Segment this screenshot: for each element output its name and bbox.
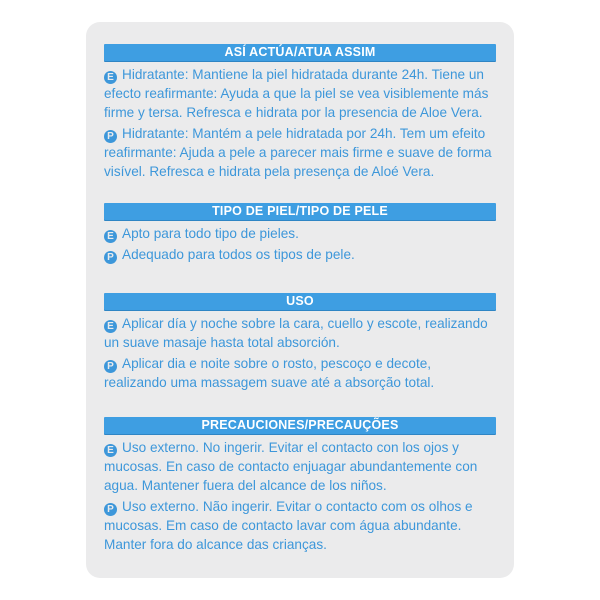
- section-header: USO: [104, 293, 496, 310]
- paragraph-portuguese: [104, 245, 496, 264]
- paragraph-portuguese: [104, 354, 496, 392]
- paragraph-text: Aplicar dia e noite sobre o rosto, pescoço e decote, realizando uma massagem suave até a absorção total.: [104, 356, 435, 390]
- paragraph-text: Hidratante: Mantiene la piel hidratada durante 24h. Tiene un efecto reafirmante: Ayuda a que la piel se vea visiblemente más firme y tersa. Refresca e hidrata por la presencia de Aloe Vera.: [104, 67, 489, 120]
- section-how-it-works: [104, 44, 496, 181]
- portuguese-badge: P: [104, 251, 117, 264]
- paragraph-spanish: [104, 224, 496, 243]
- paragraph-spanish: [104, 314, 496, 352]
- spanish-badge: E: [104, 230, 117, 243]
- portuguese-badge: P: [104, 130, 117, 143]
- section-header: ASÍ ACTÚA/ATUA ASSIM: [104, 44, 496, 61]
- section-precautions: [104, 417, 496, 554]
- section-skin-type: [104, 203, 496, 264]
- spanish-badge: E: [104, 71, 117, 84]
- paragraph-text: Adequado para todos os tipos de pele.: [122, 247, 355, 262]
- portuguese-badge: P: [104, 503, 117, 516]
- section-header: PRECAUCIONES/PRECAUÇÕES: [104, 417, 496, 434]
- paragraph-spanish: [104, 65, 496, 122]
- paragraph-text: Uso externo. Não ingerir. Evitar o contacto com os olhos e mucosas. Em caso de contacto lavar com água abundante. Manter fora do alcance das crianças.: [104, 499, 473, 552]
- paragraph-text: Hidratante: Mantém a pele hidratada por 24h. Tem um efeito reafirmante: Ajuda a pele a parecer mais firme e suave de forma visível. Refresca e hidrata pela presença de Aloé Vera.: [104, 126, 492, 179]
- paragraph-text: Apto para todo tipo de pieles.: [122, 226, 299, 241]
- section-usage: [104, 293, 496, 392]
- spanish-badge: E: [104, 320, 117, 333]
- spanish-badge: E: [104, 444, 117, 457]
- paragraph-portuguese: [104, 497, 496, 554]
- paragraph-spanish: [104, 438, 496, 495]
- portuguese-badge: P: [104, 360, 117, 373]
- label-card: [86, 22, 514, 578]
- paragraph-text: Uso externo. No ingerir. Evitar el contacto con los ojos y mucosas. En caso de contacto enjuagar abundantemente con agua. Mantener fuera del alcance de los niños.: [104, 440, 478, 493]
- paragraph-text: Aplicar día y noche sobre la cara, cuello y escote, realizando un suave masaje hasta total absorción.: [104, 316, 488, 350]
- section-header: TIPO DE PIEL/TIPO DE PELE: [104, 203, 496, 220]
- paragraph-portuguese: [104, 124, 496, 181]
